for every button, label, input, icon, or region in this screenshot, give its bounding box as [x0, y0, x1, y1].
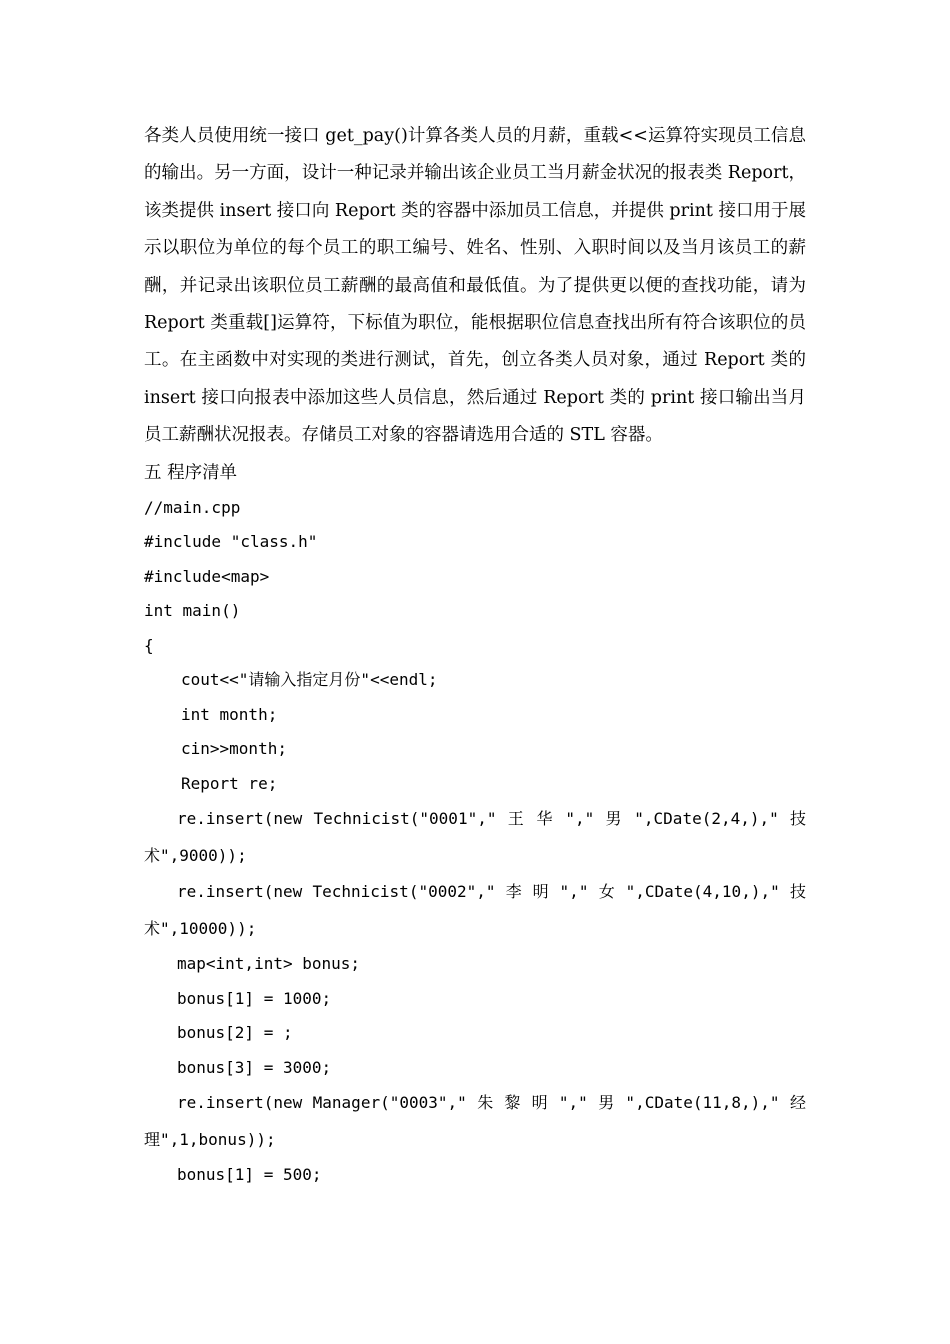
code-line: map<int,int> bonus; — [177, 954, 361, 974]
code-line: re.insert(new Technicist("0002"," 李 明 "," 女 ",CDate(4,10,)," 技 — [177, 882, 806, 902]
section-heading: 五 程序清单 — [144, 462, 238, 483]
code-line: bonus[1] = 500; — [177, 1165, 322, 1185]
code-line: #include<map> — [144, 566, 270, 586]
code-line: 理",1,bonus)); — [144, 1129, 276, 1149]
code-line: int month; — [181, 704, 278, 724]
code-line: //main.cpp — [144, 497, 241, 517]
code-line: cin>>month; — [181, 739, 287, 759]
page-content — [144, 118, 806, 1193]
code-line: bonus[1] = 1000; — [177, 988, 332, 1008]
code-line: bonus[3] = 3000; — [177, 1057, 332, 1077]
code-line: Report re; — [181, 773, 278, 793]
code-line: 术",10000)); — [144, 918, 257, 938]
body-paragraph: 各类人员使用统一接口 get_pay()计算各类人员的月薪，重载<<运算符实现员工信息的输出。另一方面，设计一种记录并输出该企业员工当月薪金状况的报表类 Report，该类提供 insert 接口向 Report 类的容器中添加员工信息，并提供 print 接口用于展示以职位为单位的每个员工的职工编号、姓名、性别、入职时间以及当月该员工的薪酬，并记录出该职位员工薪酬的最高值和最低值。为了提供更以便的查找功能，请为 Report 类重载[]运算符，下标值为职位，能根据职位信息查找出所有符合该职位的员工。在主函数中对实现的类进行测试，首先，创立各类人员对象，通过 Report 类的 insert 接口向报表中添加这些人员信息，然后通过 Report 类的 print 接口输出当月员工薪酬状况报表。存储员工对象的容器请选用合适的 STL 容器。 — [144, 126, 806, 446]
code-line: { — [144, 635, 154, 655]
code-line: 术",9000)); — [144, 845, 247, 865]
code-line: re.insert(new Manager("0003"," 朱 黎 明 "," 男 ",CDate(11,8,)," 经 — [177, 1093, 806, 1113]
code-line: re.insert(new Technicist("0001"," 王 华 "," 男 ",CDate(2,4,)," 技 — [177, 809, 806, 829]
code-listing — [144, 491, 806, 1193]
code-line: cout<<"请输入指定月份"<<endl; — [181, 670, 438, 690]
code-line: bonus[2] = ; — [177, 1023, 293, 1043]
code-line: #include "class.h" — [144, 532, 318, 552]
code-line: int main() — [144, 601, 241, 621]
